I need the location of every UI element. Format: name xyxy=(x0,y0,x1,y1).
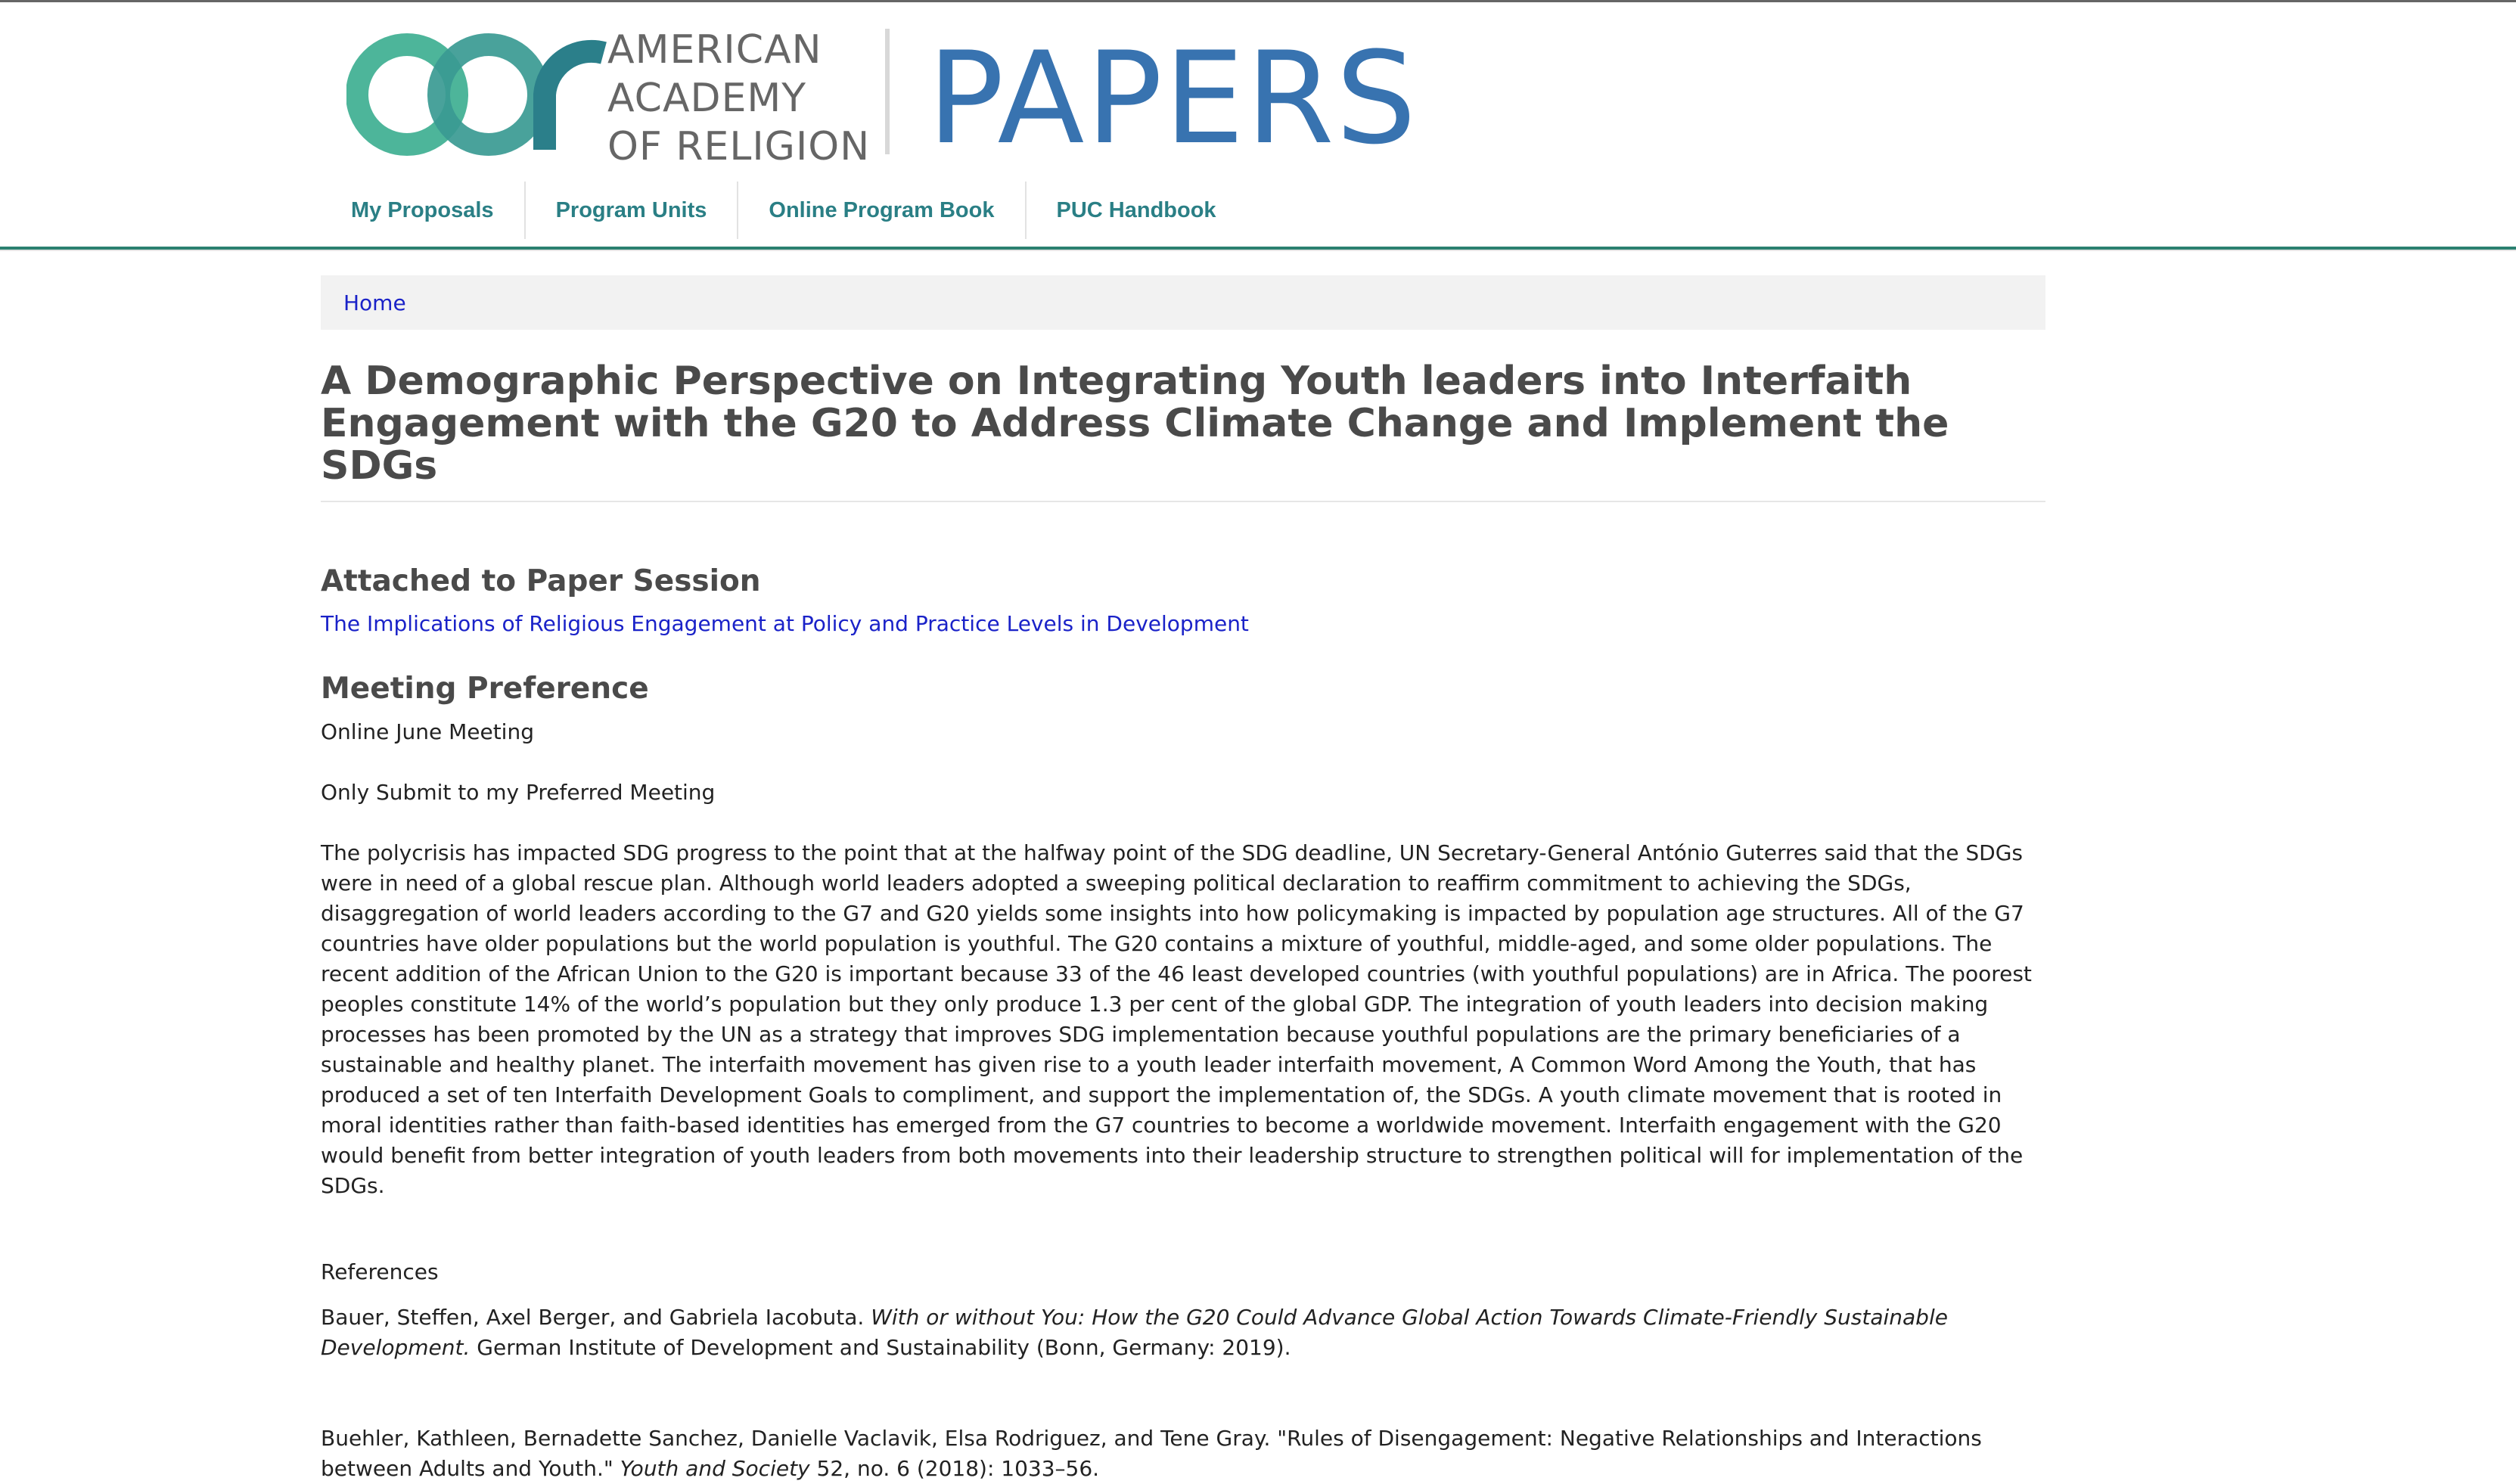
aar-wordmark-line-1: AMERICAN xyxy=(607,27,822,73)
references-label: References xyxy=(321,1259,439,1284)
papers-wordmark: PAPERS xyxy=(927,24,1418,172)
submit-preference: Only Submit to my Preferred Meeting xyxy=(321,780,716,805)
breadcrumb xyxy=(321,275,2045,330)
aar-papers-logo[interactable] xyxy=(346,23,1418,172)
reference-2-journal: Youth and Society xyxy=(620,1456,810,1481)
logo-divider xyxy=(885,29,890,154)
reference-1-publisher: German Institute of Development and Sustainability (Bonn, Germany: 2019). xyxy=(470,1335,1291,1360)
main-content xyxy=(321,275,2045,1484)
reference-2-authors: Buehler, Kathleen, Bernadette Sanchez, Danielle Vaclavik, Elsa Rodriguez, and Tene Gray. "Rules of Disengagement: Negative Relationships and Interactions between Adults and Youth." xyxy=(321,1426,1982,1481)
aar-logo-icon xyxy=(346,23,611,166)
abstract-text: The polycrisis has impacted SDG progress to the point that at the halfway point of the SDG deadline, UN Secretary-General António Guterres said that the SDGs were in need of a global rescue plan. Although world leaders adopted a sweeping political declaration to reaffirm commitment to achieving the SDGs, disaggregation of world leaders according to the G7 and G20 yields some insights into how policymaking is impacted by population age structures. All of the G7 countries have older populations but the world population is youthful. The G20 contains a mixture of youthful, middle-aged, and some older populations. The recent addition of the African Union to the G20 is important because 33 of the 46 least developed countries (with youthful populations) are in Africa. The poorest peoples constitute 14% of the world’s population but they only produce 1.3 per cent of the global GDP. The integration of youth leaders into decision making processes has been promoted by the UN as a strategy that improves SDG implementation because youthful populations are the primary beneficiaries of a sustainable and healthy planet. The interfaith movement has given rise to a youth leader interfaith movement, A Common Word Among the Youth, that has produced a set of ten Interfaith Development Goals to compliment, and support the implementation of, the SDGs. A youth climate movement that is rooted in moral identities rather than faith-based identities has emerged from the G7 countries to become a worldwide movement. Interfaith engagement with the G20 would benefit from better integration of youth leaders from both movements into their leadership structure to strengthen political will for implementation of the SDGs. xyxy=(321,840,2032,1198)
aar-wordmark-line-3: OF RELIGION xyxy=(607,124,871,169)
reference-1 xyxy=(321,1302,2045,1363)
header-divider-shadow xyxy=(0,250,2516,251)
meeting-preference-value: Online June Meeting xyxy=(321,719,534,744)
aar-wordmark xyxy=(607,26,870,171)
breadcrumb-home-link[interactable]: Home xyxy=(343,290,406,315)
nav-puc-handbook[interactable]: PUC Handbook xyxy=(1056,197,1216,222)
reference-2-details: 52, no. 6 (2018): 1033–56. xyxy=(809,1456,1100,1481)
attached-session-heading: Attached to Paper Session xyxy=(321,564,761,598)
aar-wordmark-line-2: ACADEMY xyxy=(607,76,807,121)
reference-1-title: With or without You: How the G20 Could Advance Global Action Towards Climate-Friendly Sustainable Development. xyxy=(321,1305,1948,1360)
nav-my-proposals[interactable]: My Proposals xyxy=(321,182,526,239)
nav-program-units[interactable]: Program Units xyxy=(526,182,739,239)
top-border xyxy=(0,0,2516,2)
page-title: A Demographic Perspective on Integrating Youth leaders into Interfaith Engagement with the G20 to Address Climate Change and Implement the SDGs xyxy=(321,360,2045,502)
meeting-preference-heading: Meeting Preference xyxy=(321,672,649,706)
reference-2 xyxy=(321,1423,2045,1484)
main-nav xyxy=(321,182,1247,239)
reference-1-authors: Bauer, Steffen, Axel Berger, and Gabriela Iacobuta. xyxy=(321,1305,871,1330)
nav-online-program-book[interactable]: Online Program Book xyxy=(738,182,1026,239)
paper-session-link[interactable]: The Implications of Religious Engagement at Policy and Practice Levels in Development xyxy=(321,611,1249,636)
